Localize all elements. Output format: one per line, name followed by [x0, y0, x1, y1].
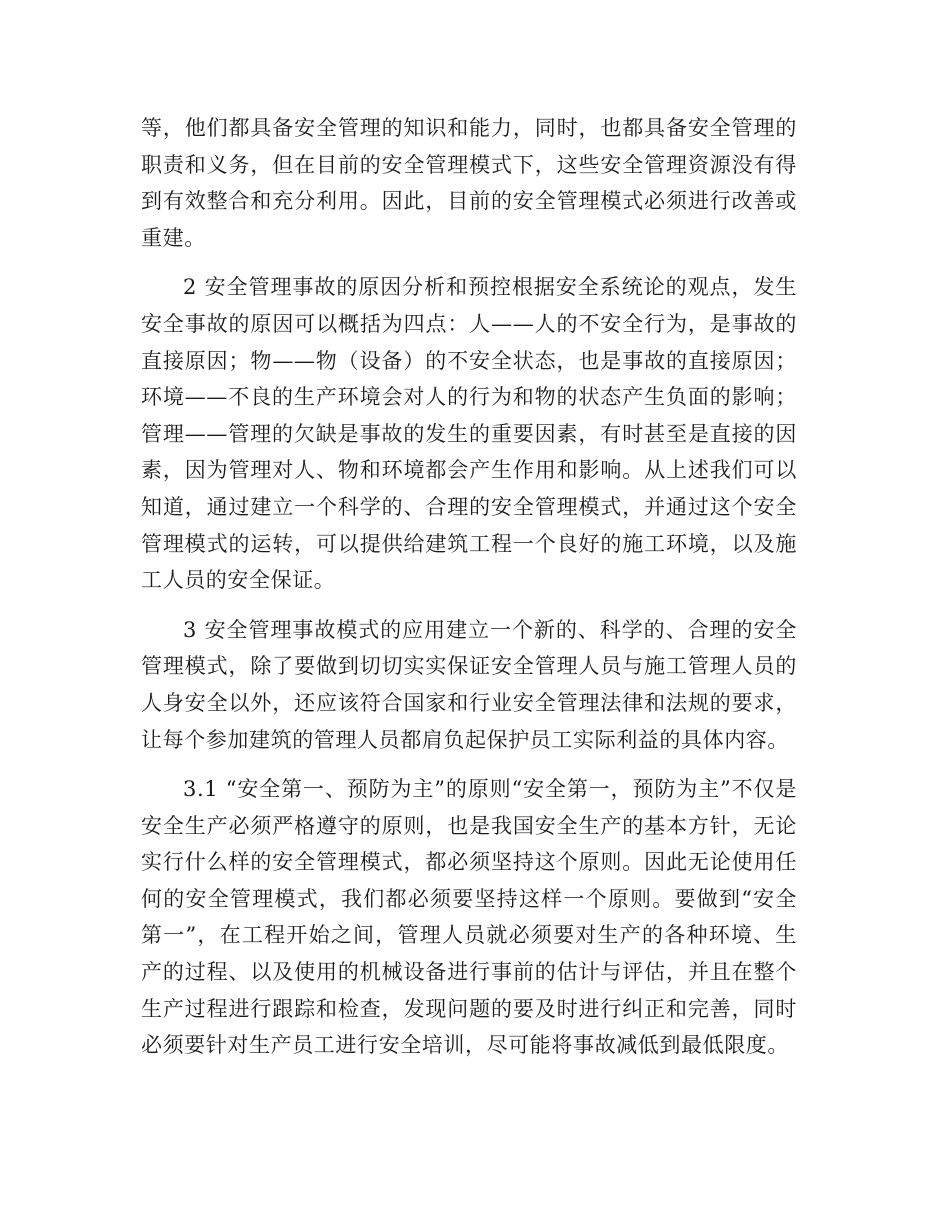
document-body — [141, 110, 797, 1064]
paragraph-section-3-1: 3.1 “安全第一、预防为主”的原则“安全第一，预防为主”不仅是安全生产必须严格遵守的原则，也是我国安全生产的基本方针，无论实行什么样的安全管理模式，都必须坚持这个原则。因此无论使用任何的安全管理模式，我们都必须要坚持这样一个原则。要做到“安全第一”，在工程开始之间，管理人员就必须要对生产的各种环境、生产的过程、以及使用的机械设备进行事前的估计与评估，并且在整个生产过程进行跟踪和检查，发现问题的要及时进行纠正和完善，同时必须要针对生产员工进行安全培训，尽可能将事故减低到最低限度。 — [141, 777, 797, 1058]
paragraph-section-2: 2 安全管理事故的原因分析和预控根据安全系统论的观点，发生安全事故的原因可以概括为四点：人——人的不安全行为，是事故的直接原因；物——物（设备）的不安全状态，也是事故的直接原因；环境——不良的生产环境会对人的行为和物的状态产生负面的影响；管理——管理的欠缺是事故的发生的重要因素，有时甚至是直接的因素，因为管理对人、物和环境都会产生作用和影响。从上述我们可以知道，通过建立一个科学的、合理的安全管理模式，并通过这个安全管理模式的运转，可以提供给建筑工程一个良好的施工环境，以及施工人员的安全保证。 — [141, 275, 797, 593]
paragraph-continuation: 等，他们都具备安全管理的知识和能力，同时，也都具备安全管理的职责和义务，但在目前的安全管理模式下，这些安全管理资源没有得到有效整合和充分利用。因此，目前的安全管理模式必须进行改善或重建。 — [141, 116, 797, 250]
paragraph-section-3: 3 安全管理事故模式的应用建立一个新的、科学的、合理的安全管理模式，除了要做到切切实实保证安全管理人员与施工管理人员的人身安全以外，还应该符合国家和行业安全管理法律和法规的要求，让每个参加建筑的管理人员都肩负起保护员工实际利益的具体内容。 — [141, 617, 797, 752]
